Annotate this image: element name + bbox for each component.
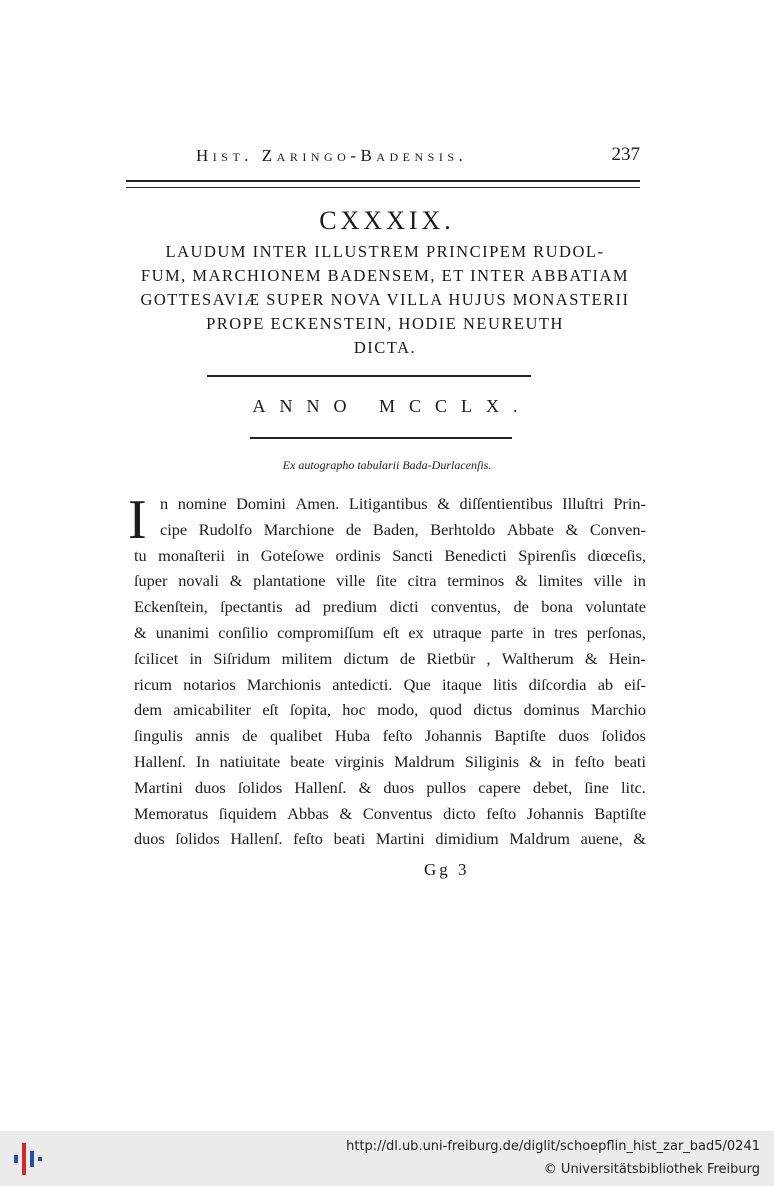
charter-body	[128, 489, 646, 852]
charter-title-line: DICTA.	[353, 338, 417, 357]
body-line: cipe Rudolfo Marchione de Baden, Berhtoldo Abbate & Conven-	[160, 519, 646, 539]
body-line: dem amicabiliter eſt ſopita, hoc modo, quod dictus dominus Marchio	[134, 700, 646, 720]
body-line: & unanimi conſilio compromiſſum eſt ex utraque parte in tres perſonas,	[134, 622, 646, 642]
copyright-notice: © Universitätsbibliothek Freiburg	[543, 1162, 760, 1177]
year-rule	[250, 437, 512, 439]
body-line: Memoratus ſiquidem Abbas & Conventus dicto feſto Johannis Baptiſte	[134, 803, 646, 823]
charter-title-line: FUM, MARCHIONEM BADENSEM, ET INTER ABBATIAM	[140, 266, 630, 285]
charter-year: ANNO MCCLX.	[252, 396, 532, 416]
body-line: Hallenſ. In natiuitate beate virginis Maldrum Siliginis & in feſto beati	[134, 751, 646, 771]
title-rule	[207, 375, 531, 377]
body-line: ricum notarios Marchionis antedicti. Que itaque litis diſcordia ab eiſ-	[134, 674, 646, 694]
body-line: ſuper novali & plantatione ville ſite citra terminos & limites ville in	[134, 571, 646, 591]
charter-title-line: PROPE ECKENSTEIN, HODIE NEUREUTH	[206, 314, 564, 333]
body-line: n nomine Domini Amen. Litigantibus & diſſentientibus Illuſtri Prin-	[160, 494, 646, 513]
running-title: Hist. Zaringo-Badensis.	[196, 146, 468, 165]
body-line: Eckenſtein, ſpectantis ad predium dicti conventus, de bona voluntate	[134, 597, 646, 617]
body-line: ſcilicet in Siſridum militem dictum de Rietbür , Waltherum & Hein-	[134, 648, 646, 668]
source-note: Ex autographo tabularii Bada-Durlacenſis.	[282, 458, 492, 472]
ub-freiburg-logo-icon[interactable]	[10, 1141, 50, 1177]
body-line: duos ſolidos Hallenſ. feſto beati Martini dimidium Maldrum auene, &	[134, 829, 646, 849]
charter-title-line: GOTTESAVIÆ SUPER NOVA VILLA HUJUS MONASTERII	[140, 290, 630, 309]
charter-title	[120, 240, 650, 360]
body-line: ſingulis annis de qualibet Huba feſto Johannis Baptiſte duos ſolidos	[134, 726, 646, 746]
permalink-url[interactable]: http://dl.ub.uni-freiburg.de/diglit/schoepflin_hist_zar_bad5/0241	[346, 1139, 760, 1154]
charter-title-line: LAUDUM INTER ILLUSTREM PRINCIPEM RUDOL-	[165, 242, 605, 261]
header-double-rule	[126, 180, 640, 188]
signature-mark: Gg 3	[424, 860, 470, 879]
running-head	[126, 146, 640, 172]
drop-cap: I	[128, 489, 147, 551]
body-line: tu monaſterii in Goteſowe ordinis Sancti Benedicti Spirenſis diœceſis,	[134, 545, 646, 565]
page-number: 237	[611, 144, 640, 165]
body-line: Martini duos ſolidos Hallenſ. & duos pullos capere debet, ſine litc.	[134, 777, 646, 797]
charter-number: CXXXIX.	[319, 206, 455, 235]
footer-bar	[0, 1131, 774, 1186]
